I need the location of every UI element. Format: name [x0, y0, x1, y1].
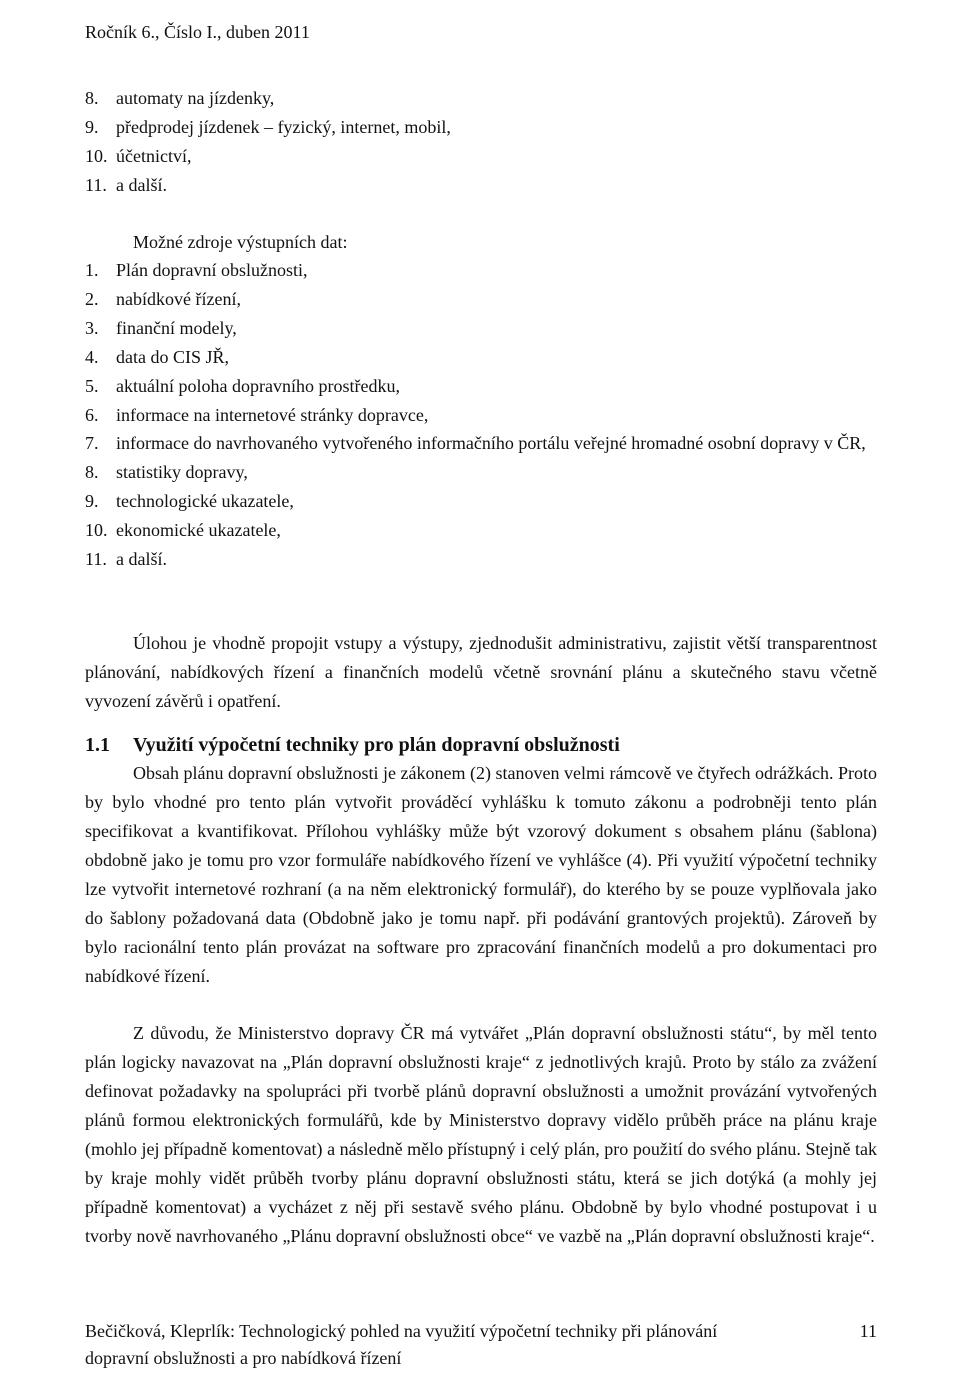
list-item-number: 7. [85, 433, 99, 454]
list-item-text: ekonomické ukazatele, [116, 520, 281, 541]
list-item-text: technologické ukazatele, [116, 491, 294, 512]
list-item-text: data do CIS JŘ, [116, 346, 230, 367]
list-item-text: aktuální poloha dopravního prostředku, [116, 375, 400, 396]
list-item [85, 343, 876, 372]
footer-citation-line-2: dopravní obslužnosti a pro nabídková řízení [85, 1348, 402, 1368]
list-item-number: 9. [85, 116, 99, 137]
outputs-intro: Možné zdroje výstupních dat: [133, 232, 348, 252]
list-item [85, 285, 876, 314]
list-item-number: 8. [85, 88, 99, 108]
list-item [85, 314, 876, 343]
list-item-text: Plán dopravní obslužnosti, [116, 260, 308, 280]
list-item-text: informace do navrhovaného vytvořeného informačního portálu veřejné hromadné osobní dopravy v ČR, [116, 433, 866, 454]
section-title: Využití výpočetní techniky pro plán dopravní obslužnosti [133, 734, 620, 756]
list-item-text: statistiky dopravy, [116, 462, 248, 483]
list-item-number: 10. [85, 520, 108, 541]
list-item-number: 9. [85, 491, 99, 512]
list-item [85, 487, 876, 516]
list-item [85, 113, 876, 142]
section-number: 1.1 [85, 734, 110, 756]
list-item [85, 142, 876, 171]
list-item-number: 6. [85, 404, 99, 425]
output-sources-list [85, 256, 876, 574]
list-item-text: předprodej jízdenek – fyzický, internet, mobil, [116, 116, 451, 137]
list-item-number: 4. [85, 346, 99, 367]
list-item-text: nabídkové řízení, [116, 288, 241, 309]
body-paragraph-1: Obsah plánu dopravní obslužnosti je zákonem (2) stanoven velmi rámcově ve čtyřech odrážkách. Proto by bylo vhodné pro tento plán vytvořit prováděcí vyhlášku k tomuto zákonu a podrobněji tento plán specifikovat a kvantifikovat. Přílohou vyhlášky může být vzorový dokument s obsahem plánu (šablona) obdobně jako je tomu pro vzor formuláře nabídkového řízení ve vyhlášce (4). Při využití výpočetní techniky lze vytvořit internetové rozhraní (a na něm elektronický formulář), do kterého by se pouze vyplňovala jako do šablony požadovaná data (Obdobně jako je tomu např. při podávání grantových projektů). Zároveň by bylo racionální tento plán provázat na software pro zpracování finančních modelů a pro dokumentaci pro nabídkové řízení. [85, 763, 877, 986]
list-item-number: 3. [85, 317, 99, 338]
input-sources-list [85, 84, 876, 200]
list-item [85, 256, 876, 285]
list-item-text: automaty na jízdenky, [116, 88, 275, 108]
section-heading [85, 730, 620, 760]
list-item-number: 5. [85, 375, 99, 396]
list-item-text: a další. [116, 549, 167, 570]
list-item [85, 372, 876, 401]
list-item [85, 171, 876, 200]
list-item [85, 516, 876, 545]
task-paragraph: Úlohou je vhodně propojit vstupy a výstupy, zjednodušit administrativu, zajistit větší transparentnost plánování, nabídkových řízení a finančních modelů včetně srovnání plánu a skutečného stavu včetně vyvození závěrů i opatření. [85, 633, 877, 711]
list-item-number: 11. [85, 174, 107, 195]
list-item [85, 429, 876, 458]
list-item-number: 2. [85, 288, 99, 309]
list-item [85, 458, 876, 487]
page-footer [85, 1318, 877, 1372]
list-item-number: 8. [85, 462, 99, 483]
list-item-number: 1. [85, 260, 99, 280]
footer-citation-line-1: Bečičková, Kleprlík: Technologický pohled na využití výpočetní techniky při plánování [85, 1321, 718, 1341]
body-paragraph-2: Z důvodu, že Ministerstvo dopravy ČR má vytvářet „Plán dopravní obslužnosti státu“, by měl tento plán logicky navazovat na „Plán dopravní obslužnosti kraje“ z jednotlivých krajů. Proto by stálo za zvážení definovat požadavky na spolupráci při tvorbě plánů dopravní obslužnosti a umožnit provázání vytvořených plánů formou elektronických formulářů, kde by Ministerstvo dopravy vidělo průběh práce na plánu kraje (mohlo jej případně komentovat) a následně mělo přístupný i celý plán, pro použití do svého plánu. Stejně tak by kraje mohly vidět průběh tvorby plánu dopravní obslužnosti státu, která se jich dotýká (a mohly jej případně komentovat) a vycházet z něj při sestavě svého plánu. Obdobně by bylo vhodné postupovat i u tvorby nově navrhovaného „Plánu dopravní obslužnosti obce“ ve vazbě na „Plán dopravní obslužnosti kraje“. [85, 1023, 877, 1246]
list-item [85, 401, 876, 430]
list-item-text: informace na internetové stránky dopravce, [116, 404, 429, 425]
list-item [85, 84, 876, 113]
page-number: 11 [859, 1321, 877, 1341]
list-item-text: finanční modely, [116, 317, 237, 338]
list-item-text: účetnictví, [116, 145, 192, 166]
list-item [85, 545, 876, 574]
list-item-number: 11. [85, 549, 107, 570]
running-header: Ročník 6., Číslo I., duben 2011 [85, 22, 310, 42]
list-item-text: a další. [116, 174, 167, 195]
list-item-number: 10. [85, 145, 108, 166]
